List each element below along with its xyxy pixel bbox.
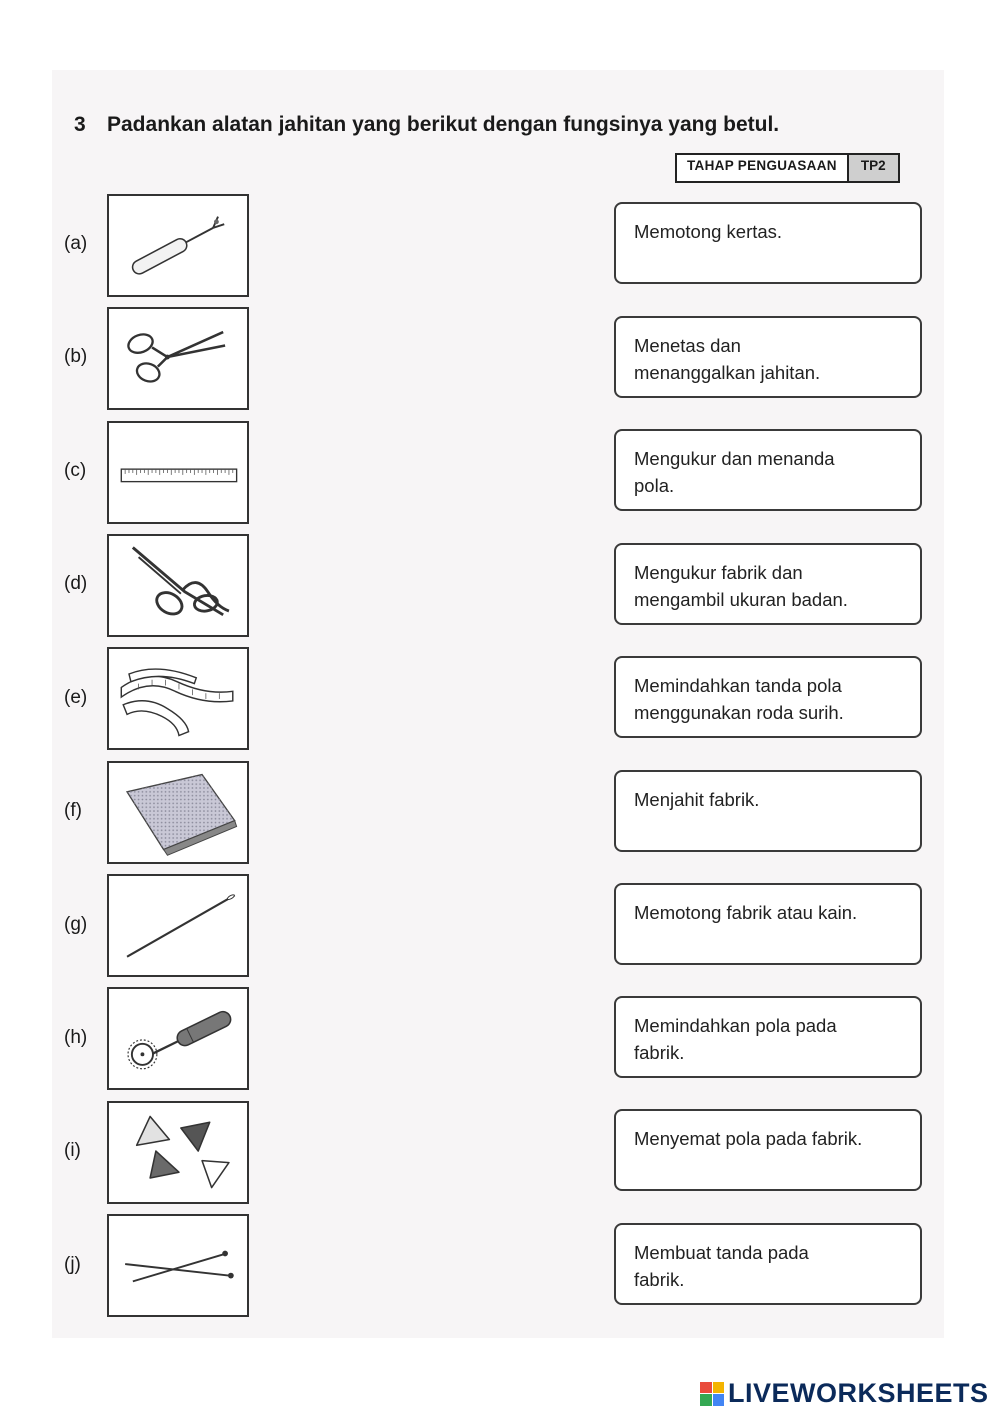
answer-text-line-1: Mengukur fabrik dan bbox=[634, 562, 803, 583]
answer-text-line-1: Memindahkan pola pada bbox=[634, 1015, 837, 1036]
tool-label-h: (h) bbox=[64, 1027, 88, 1048]
liveworksheets-icon bbox=[700, 1382, 724, 1406]
answer-text-line-2: menanggalkan jahitan. bbox=[634, 362, 821, 383]
seam-ripper-icon bbox=[107, 194, 249, 297]
measuring-tape-icon bbox=[107, 647, 249, 750]
ruler-icon bbox=[107, 421, 249, 524]
tool-label-b: (b) bbox=[64, 346, 88, 367]
answer-box-4[interactable] bbox=[614, 543, 922, 625]
answer-text-line-2: mengambil ukuran badan. bbox=[634, 589, 848, 610]
tool-label-f: (f) bbox=[64, 800, 82, 821]
tool-label-j: (j) bbox=[64, 1254, 81, 1275]
answer-box-3[interactable] bbox=[614, 429, 922, 511]
answer-box-1[interactable] bbox=[614, 202, 922, 284]
carbon-paper-icon bbox=[107, 761, 249, 864]
answer-text-line-1: Memindahkan tanda pola bbox=[634, 675, 842, 696]
tool-label-g: (g) bbox=[64, 914, 88, 935]
question-title: Padankan alatan jahitan yang berikut dengan fungsinya yang betul. bbox=[107, 113, 780, 136]
tool-label-i: (i) bbox=[64, 1140, 81, 1161]
answer-text-line-1: Menetas dan bbox=[634, 335, 741, 356]
answer-box-9[interactable] bbox=[614, 1109, 922, 1191]
mastery-level-tag: TP2 bbox=[849, 155, 898, 181]
answer-box-6[interactable] bbox=[614, 770, 922, 852]
answer-text-line-2: fabrik. bbox=[634, 1269, 685, 1290]
answer-box-7[interactable] bbox=[614, 883, 922, 965]
pins-icon bbox=[107, 1214, 249, 1317]
answer-text-line-1: Memotong fabrik atau kain. bbox=[634, 902, 858, 923]
embroidery-scissors-icon bbox=[107, 307, 249, 410]
answer-text-line-2: pola. bbox=[634, 475, 675, 496]
tracing-wheel-icon bbox=[107, 987, 249, 1090]
tool-label-e: (e) bbox=[64, 687, 88, 708]
answer-text-line-1: Menjahit fabrik. bbox=[634, 789, 760, 810]
answer-box-10[interactable] bbox=[614, 1223, 922, 1305]
question-number: 3 bbox=[74, 113, 86, 136]
tool-label-d: (d) bbox=[64, 573, 88, 594]
liveworksheets-logo bbox=[700, 1378, 989, 1409]
tailors-chalk-icon bbox=[107, 1101, 249, 1204]
answer-text-line-1: Memotong kertas. bbox=[634, 221, 783, 242]
answer-text-line-1: Mengukur dan menanda bbox=[634, 448, 835, 469]
answer-text-line-1: Menyemat pola pada fabrik. bbox=[634, 1128, 863, 1149]
tool-label-c: (c) bbox=[64, 460, 87, 481]
brand-name: LIVEWORKSHEETS bbox=[728, 1378, 989, 1408]
answer-text-line-1: Membuat tanda pada bbox=[634, 1242, 809, 1263]
mastery-level-label: TAHAP PENGUASAAN bbox=[677, 155, 849, 181]
sewing-needle-icon bbox=[107, 874, 249, 977]
answer-box-2[interactable] bbox=[614, 316, 922, 398]
fabric-shears-icon bbox=[107, 534, 249, 637]
answer-text-line-2: menggunakan roda surih. bbox=[634, 702, 844, 723]
answer-box-8[interactable] bbox=[614, 996, 922, 1078]
mastery-level-box bbox=[675, 153, 900, 183]
tool-label-a: (a) bbox=[64, 233, 88, 254]
answer-box-5[interactable] bbox=[614, 656, 922, 738]
answer-text-line-2: fabrik. bbox=[634, 1042, 685, 1063]
